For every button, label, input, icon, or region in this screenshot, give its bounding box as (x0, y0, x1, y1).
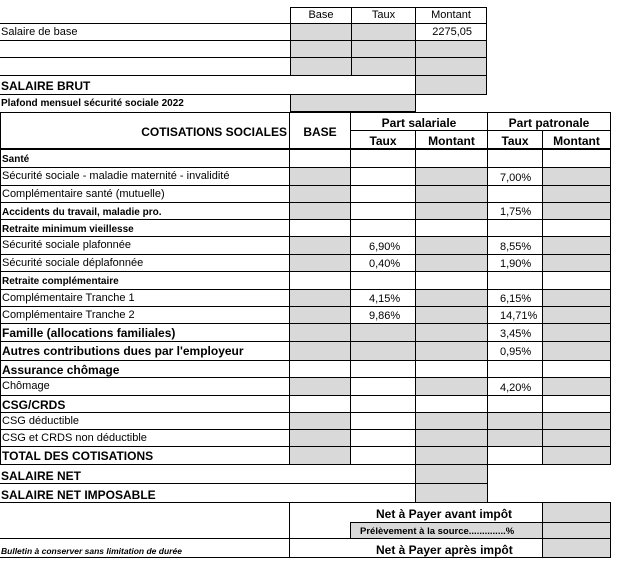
salaire-net-label: SALAIRE NET (1, 469, 82, 483)
pat-taux-value: 3,45% (500, 328, 532, 340)
table-row (0, 167, 619, 185)
table-row (0, 341, 619, 360)
sal-taux-value: 4,15% (369, 293, 401, 305)
salaire-net-imposable-montant (415, 483, 488, 503)
pat-taux-value: 7,00% (500, 172, 532, 184)
pat-montant-header: Montant (553, 134, 600, 148)
row-label: Complémentaire Tranche 2 (2, 309, 135, 321)
table-row (0, 236, 619, 254)
table-row (0, 395, 619, 412)
sal-taux-value: 9,86% (369, 310, 401, 322)
table-row (0, 289, 619, 306)
net-avant-impot-label: Net à Payer avant impôt (376, 507, 513, 521)
row-label: Sécurité sociale plafonnée (2, 239, 132, 251)
table-row (0, 219, 619, 236)
row-label: Complémentaire Tranche 1 (2, 292, 135, 304)
row-label: Sécurité sociale déplafonnée (2, 257, 144, 269)
salaire-net-imposable-label: SALAIRE NET IMPOSABLE (1, 488, 156, 502)
pat-taux-value: 6,15% (500, 293, 532, 305)
plafond-label: Plafond mensuel sécurité sociale 2022 (1, 98, 184, 109)
row-label: CSG déductible (2, 415, 80, 427)
sal-montant-header: Montant (428, 134, 475, 148)
row-label: Autres contributions dues par l'employeur (2, 344, 244, 358)
row-label: CSG/CRDS (2, 398, 66, 412)
cotisations-title: COTISATIONS SOCIALES (141, 125, 287, 139)
header-taux: Taux (351, 7, 416, 24)
net-apres-impot-montant (542, 538, 611, 558)
part-patronale: Part patronale (508, 116, 590, 130)
table-row (0, 185, 619, 202)
row-label: Assurance chômage (2, 363, 120, 377)
table-row (0, 149, 619, 167)
row-label: Complémentaire santé (mutuelle) (2, 188, 165, 200)
pat-taux-header: Taux (501, 134, 529, 148)
salaire-de-base-montant: 2275,05 (415, 23, 487, 41)
table-row (0, 254, 619, 271)
sal-taux-value: 6,90% (369, 241, 401, 253)
pat-taux-value: 1,75% (500, 206, 532, 218)
prelevement-label: Prélèvement à la source..............% (360, 526, 515, 537)
table-row (0, 323, 619, 341)
row-label: CSG et CRDS non déductible (2, 432, 147, 444)
salaire-net-montant (415, 464, 488, 484)
salaire-de-base-label: Salaire de base (1, 26, 78, 38)
header-base: Base (290, 7, 352, 24)
net-apres-impot-label: Net à Payer après impôt (376, 543, 513, 557)
col-base: BASE (303, 125, 337, 139)
table-row (0, 360, 619, 377)
row-label: Santé (2, 154, 30, 165)
prelevement-montant (542, 522, 611, 539)
row-label: Retraite minimum vieillesse (2, 224, 134, 235)
row-label: Retraite complémentaire (2, 276, 119, 287)
pat-taux-value: 4,20% (500, 382, 532, 394)
table-row (0, 377, 619, 395)
row-label: TOTAL DES COTISATIONS (2, 449, 154, 463)
row-label: Chômage (2, 380, 50, 392)
table-row (0, 446, 619, 464)
row-label: Accidents du travail, maladie pro. (2, 207, 162, 218)
sal-taux-header: Taux (369, 134, 397, 148)
part-salariale: Part salariale (381, 116, 457, 130)
footer-note: Bulletin à conserver sans limitation de durée (1, 546, 182, 556)
row-label: Famille (allocations familiales) (2, 326, 176, 340)
header-montant: Montant (415, 7, 487, 24)
net-avant-impot-montant (542, 502, 611, 523)
table-row (0, 306, 619, 323)
pat-taux-value: 8,55% (500, 241, 532, 253)
table-row (0, 412, 619, 429)
bottom-section (0, 464, 619, 561)
top-section (0, 0, 619, 112)
salaire-brut-label: SALAIRE BRUT (1, 79, 91, 93)
sal-taux-value: 0,40% (369, 258, 401, 270)
table-row (0, 429, 619, 446)
pat-taux-value: 0,95% (500, 346, 532, 358)
pat-taux-value: 1,90% (500, 258, 532, 270)
table-row (0, 202, 619, 219)
row-label: Sécurité sociale - maladie maternité - invalidité (2, 170, 230, 182)
pat-taux-value: 14,71% (500, 310, 538, 322)
table-row (0, 271, 619, 289)
